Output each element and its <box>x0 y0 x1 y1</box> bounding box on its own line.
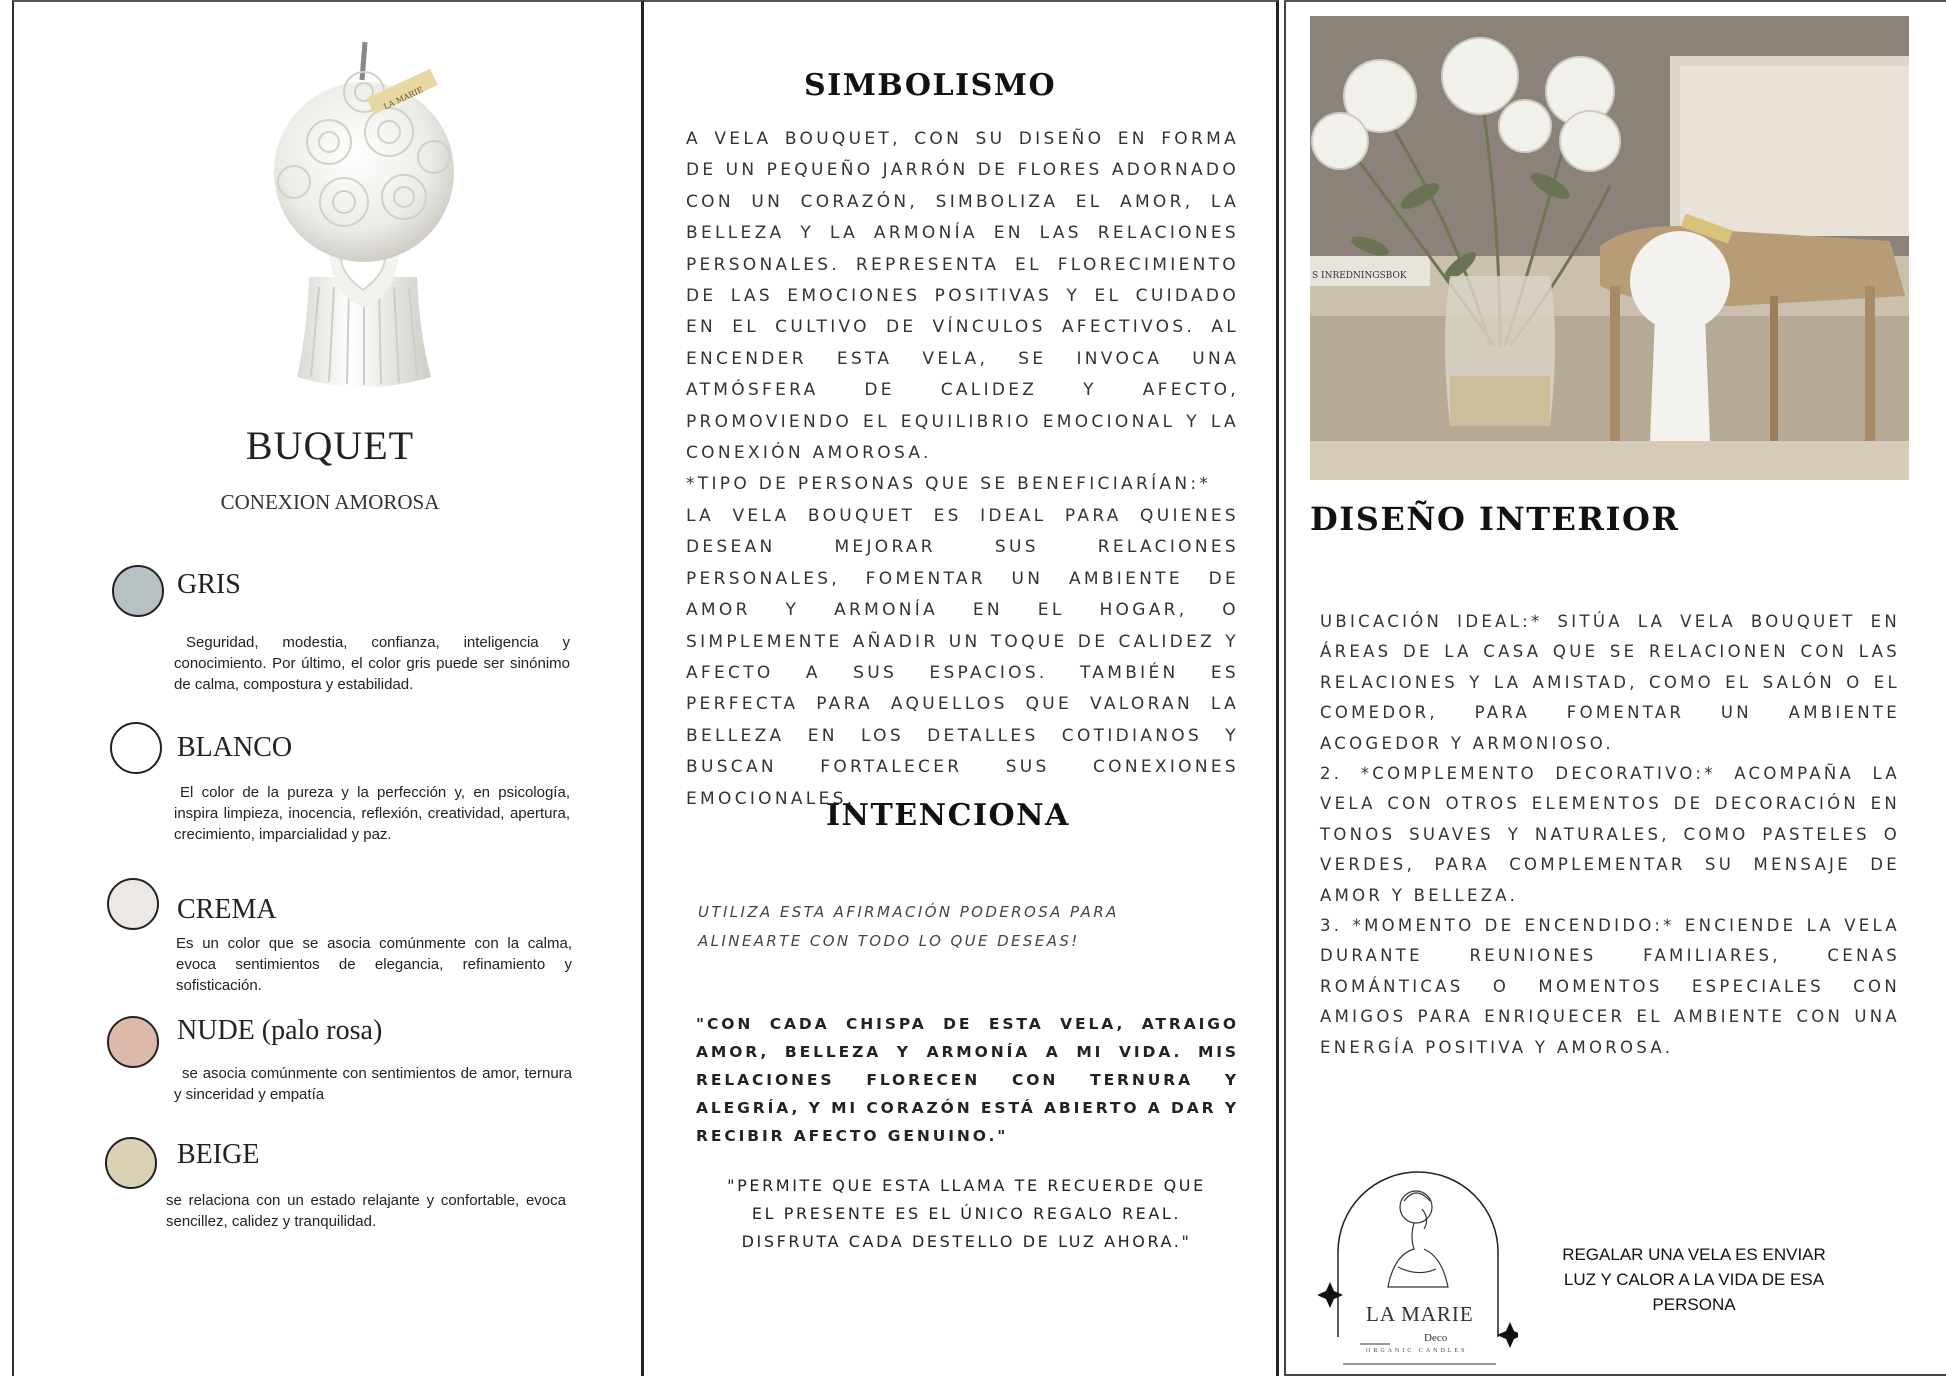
color-desc-gris: Seguridad, modestia, confianza, inteligencia y conocimiento. Por último, el color gris puede ser sinónimo de calma, compostura y estabilidad. <box>174 634 570 693</box>
tip-ubicacion: UBICACIÓN IDEAL:* SITÚA LA VELA BOUQUET EN ÁREAS DE LA CASA QUE SE RELACIONEN CON LAS RELACIONES Y LA AMISTAD, COMO EL SALÓN O EL COMEDOR, PARA FOMENTAR UN AMBIENTE ACOGEDOR Y ARMONIOSO. <box>1320 612 1900 753</box>
logo-name: LA MARIE <box>1366 1302 1474 1326</box>
color-desc-crema: Es un color que se asocia comúnmente con la calma, evoca sentimientos de elegancia, refinamiento y sofisticación. <box>176 935 572 994</box>
interior-photo-illustration <box>1310 16 1909 480</box>
color-desc-beige: se relaciona con un estado relajante y confortable, evoca sencillez, calidez y tranquilidad. <box>166 1192 566 1230</box>
tip-complemento: 2. *COMPLEMENTO DECORATIVO:* ACOMPAÑA LA VELA CON OTROS ELEMENTOS DE DECORACIÓN EN TONOS SUAVES Y NATURALES, COMO PASTELES O VERDES, PARA COMPLEMENTAR SU MENSAJE DE AMOR Y BELLEZA. <box>1320 764 1900 905</box>
tip-encendido: 3. *MOMENTO DE ENCENDIDO:* ENCIENDE LA VELA DURANTE REUNIONES FAMILIARES, CENAS ROMÁNTICAS O MOMENTOS ESPECIALES CON AMIGOS PARA ENRIQUECER EL AMBIENTE CON UNA ENERGÍA POSITIVA Y AMOROSA. <box>1320 916 1900 1057</box>
beneficiarios-heading: *TIPO DE PERSONAS QUE SE BENEFICIARÍAN:* <box>686 474 1212 495</box>
heading-intenciona: INTENCIONA <box>826 798 1070 833</box>
swatch-nude <box>107 1016 159 1068</box>
affirmation-intro: UTILIZA ESTA AFIRMACIÓN PODEROSA PARA ALINEARTE CON TODO LO QUE DESEAS! <box>698 903 1119 950</box>
color-name-crema: CREMA <box>177 894 277 925</box>
bouquet-candle-illustration <box>249 32 479 402</box>
panel-symbolism <box>644 0 1279 1376</box>
la-marie-logo <box>1318 1157 1518 1377</box>
candle-tag-text: LA MARIE <box>382 85 425 112</box>
logo-tagline: ORGANIC CANDLES <box>1366 1348 1468 1354</box>
beneficiarios-paragraph: LA VELA BOUQUET ES IDEAL PARA QUIENES DESEAN MEJORAR SUS RELACIONES PERSONALES, FOMENTAR UN AMBIENTE DE AMOR Y ARMONÍA EN EL HOGAR, O SIMPLEMENTE AÑADIR UN TOQUE DE CALIDEZ Y AFECTO A SUS ESPACIOS. TAMBIÉN ES PERFECTA PARA AQUELLOS QUE VALORAN LA BELLEZA EN LOS DETALLES COTIDIANOS Y BUSCAN FORTALECER SUS CONEXIONES EMOCIONALES. <box>686 505 1239 809</box>
color-name-nude: NUDE (palo rosa) <box>177 1015 383 1046</box>
swatch-crema <box>107 878 159 930</box>
simbolismo-text <box>686 124 1239 815</box>
candle-image <box>249 32 479 402</box>
logo-deco: Deco <box>1424 1332 1448 1344</box>
interior-photo <box>1310 16 1909 480</box>
color-name-gris: GRIS <box>177 569 241 600</box>
color-desc-blanco: El color de la pureza y la perfección y, en psicología, inspira limpieza, inocencia, reflexión, creatividad, apertura, crecimiento, imparcialidad y paz. <box>174 784 570 843</box>
interior-tips <box>1320 607 1900 1063</box>
color-name-blanco: BLANCO <box>177 732 293 763</box>
closing-quote: "PERMITE QUE ESTA LLAMA TE RECUERDE QUE EL PRESENTE ES EL ÚNICO REGALO REAL. DISFRUTA CADA DESTELLO DE LUZ AHORA." <box>727 1176 1206 1251</box>
swatch-blanco <box>110 722 162 774</box>
gift-message: REGALAR UNA VELA ES ENVIAR LUZ Y CALOR A LA VIDA DE ESA PERSONA <box>1562 1245 1826 1314</box>
swatch-gris <box>112 565 164 617</box>
panel-colors <box>12 0 644 1376</box>
heading-simbolismo: SIMBOLISMO <box>804 68 1057 103</box>
color-name-beige: BEIGE <box>177 1139 260 1170</box>
book-spine-text: S INREDNINGSBOK <box>1312 271 1407 281</box>
color-desc-nude: se asocia comúnmente con sentimientos de amor, ternura y sinceridad y empatía <box>174 1065 572 1103</box>
affirmation-quote: "CON CADA CHISPA DE ESTA VELA, ATRAIGO AMOR, BELLEZA Y ARMONÍA A MI VIDA. MIS RELACIONES FLORECEN CON TERNURA Y ALEGRÍA, Y MI CORAZÓN ESTÁ ABIERTO A DAR Y RECIBIR AFECTO GENUINO." <box>696 1015 1239 1145</box>
swatch-beige <box>105 1137 157 1189</box>
brand-logo <box>1318 1157 1518 1377</box>
panel-interior <box>1284 0 1946 1376</box>
simbolismo-paragraph: A VELA BOUQUET, CON SU DISEÑO EN FORMA DE UN PEQUEÑO JARRÓN DE FLORES ADORNADO CON UN CORAZÓN, SIMBOLIZA EL AMOR, LA BELLEZA Y LA ARMONÍA EN LAS RELACIONES PERSONALES. REPRESENTA EL FLORECIMIENTO DE LAS EMOCIONES POSITIVAS Y EL CUIDADO EN EL CULTIVO DE VÍNCULOS AFECTIVOS. AL ENCENDER ESTA VELA, SE INVOCA UNA ATMÓSFERA DE CALIDEZ Y AFECTO, PROMOVIENDO EL EQUILIBRIO EMOCIONAL Y LA CONEXIÓN AMOROSA. <box>686 129 1239 464</box>
product-title: BUQUET <box>245 423 415 468</box>
product-subtitle: CONEXION AMOROSA <box>220 490 440 514</box>
heading-diseno-interior: DISEÑO INTERIOR <box>1310 500 1680 538</box>
